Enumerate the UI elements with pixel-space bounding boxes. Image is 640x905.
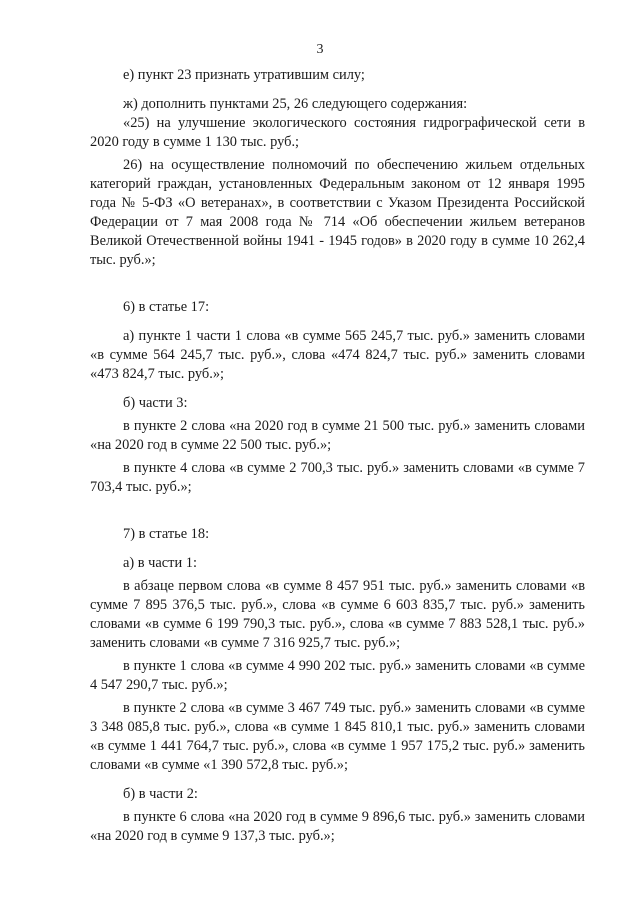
paragraph: в пункте 6 слова «на 2020 год в сумме 9 896,6 тыс. руб.» заменить словами «на 2020 год в сумме 9 137,3 тыс. руб.»; bbox=[90, 809, 585, 844]
paragraph: б) части 3: bbox=[123, 395, 188, 411]
document-body bbox=[90, 66, 585, 846]
paragraph: 7) в статье 18: bbox=[123, 526, 210, 542]
paragraph: ж) дополнить пунктами 25, 26 следующего содержания: bbox=[123, 96, 468, 112]
paragraph: 6) в статье 17: bbox=[123, 299, 210, 315]
paragraph: в пункте 2 слова «на 2020 год в сумме 21 500 тыс. руб.» заменить словами «на 2020 год в сумме 22 500 тыс. руб.»; bbox=[90, 418, 585, 453]
page-number: 3 bbox=[316, 42, 324, 57]
paragraph: а) пункте 1 части 1 слова «в сумме 565 245,7 тыс. руб.» заменить словами «в сумме 564 245,7 тыс. руб.», слова «474 824,7 тыс. руб.» заменить словами «473 824,7 тыс. руб.»; bbox=[90, 328, 585, 382]
paragraph: б) в части 2: bbox=[123, 786, 198, 802]
paragraph: в абзаце первом слова «в сумме 8 457 951 тыс. руб.» заменить словами «в сумме 7 895 376,5 тыс. руб.», слова «в сумме 6 603 835,7 тыс. руб.» заменить словами «в сумме 6 199 790,3 тыс. руб.», слова «в сумме 7 883 528,1 тыс. руб.» заменить словами «в сумме 7 316 925,7 тыс. руб.»; bbox=[90, 578, 585, 651]
paragraph: а) в части 1: bbox=[123, 555, 197, 571]
paragraph: в пункте 2 слова «в сумме 3 467 749 тыс. руб.» заменить словами «в сумме 3 348 085,8 тыс. руб.», слова «в сумме 1 845 810,1 тыс. руб.» заменить словами «в сумме 1 441 764,7 тыс. руб.», слова «в сумме 1 957 175,2 тыс. руб.» заменить словами «в сумме «1 390 572,8 тыс. руб.»; bbox=[90, 700, 585, 773]
paragraph: 26) на осуществление полномочий по обеспечению жильем отдельных категорий граждан, установленных Федеральным законом от 12 января 1995 года № 5-ФЗ «О ветеранах», в соответствии с Указом Президента Российской Федерации от 7 мая 2008 года № 714 «Об обеспечении жильем ветеранов Великой Отечественной войны 1941 - 1945 годов» в 2020 году в сумме 10 262,4 тыс. руб.»; bbox=[90, 157, 585, 268]
paragraph: е) пункт 23 признать утратившим силу; bbox=[123, 67, 365, 83]
paragraph: в пункте 4 слова «в сумме 2 700,3 тыс. руб.» заменить словами «в сумме 7 703,4 тыс. руб.»; bbox=[90, 460, 585, 495]
paragraph: «25) на улучшение экологического состояния гидрографической сети в 2020 году в сумме 1 130 тыс. руб.; bbox=[90, 115, 585, 150]
paragraph: в пункте 1 слова «в сумме 4 990 202 тыс. руб.» заменить словами «в сумме 4 547 290,7 тыс. руб.»; bbox=[90, 658, 585, 693]
